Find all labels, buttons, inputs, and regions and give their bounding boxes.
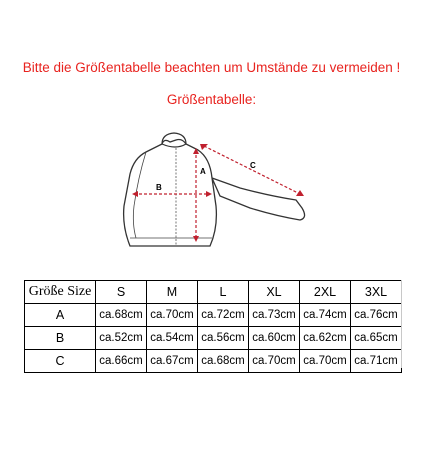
size-table (24, 280, 402, 373)
size-table-header-row (25, 281, 402, 304)
table-cell: ca.73cm (249, 304, 300, 327)
table-cell: ca.56cm (198, 327, 249, 350)
measure-a-arrow-bottom (193, 236, 199, 242)
table-cell: ca.74cm (300, 304, 351, 327)
measure-c-line (204, 146, 300, 194)
size-chart-heading: Größentabelle: (166, 92, 257, 107)
table-cell: ca.70cm (147, 304, 198, 327)
row-label-a: A (25, 304, 96, 327)
table-cell: ca.60cm (249, 327, 300, 350)
size-header-2xl: 2XL (300, 281, 351, 304)
table-cell: ca.72cm (198, 304, 249, 327)
table-cell: ca.68cm (198, 350, 249, 373)
size-header-s: S (96, 281, 147, 304)
measure-b-arrow-left (132, 191, 138, 197)
jacket-outline (124, 140, 305, 247)
measure-b-arrow-right (206, 191, 212, 197)
jacket-sketch-svg (100, 128, 330, 258)
size-header-3xl: 3XL (351, 281, 402, 304)
jacket-measurement-figure (100, 128, 330, 258)
table-cell: ca.71cm (351, 350, 402, 373)
table-cell: ca.68cm (96, 304, 147, 327)
table-cell: ca.62cm (300, 327, 351, 350)
table-edge-mark (401, 280, 402, 368)
size-table-row-b (25, 327, 402, 350)
measure-a-arrow-top (193, 148, 199, 154)
row-label-b: B (25, 327, 96, 350)
measure-a-label: A (200, 167, 206, 176)
measure-c-arrow-end (296, 190, 304, 196)
table-cell: ca.70cm (300, 350, 351, 373)
table-cell: ca.66cm (96, 350, 147, 373)
row-label-c: C (25, 350, 96, 373)
size-table-row-c (25, 350, 402, 373)
table-cell: ca.65cm (351, 327, 402, 350)
measure-b-label: B (156, 183, 162, 192)
size-header-l: L (198, 281, 249, 304)
size-header-m: M (147, 281, 198, 304)
table-cell: ca.70cm (249, 350, 300, 373)
size-chart-notice: Bitte die Größentabelle beachten um Umstände zu vermeiden ! (22, 60, 401, 75)
table-cell: ca.52cm (96, 327, 147, 350)
size-table-corner: Größe Size (25, 281, 96, 304)
table-cell: ca.54cm (147, 327, 198, 350)
size-table-row-a (25, 304, 402, 327)
size-header-xl: XL (249, 281, 300, 304)
table-cell: ca.67cm (147, 350, 198, 373)
measure-c-label: C (250, 161, 256, 170)
table-cell: ca.76cm (351, 304, 402, 327)
